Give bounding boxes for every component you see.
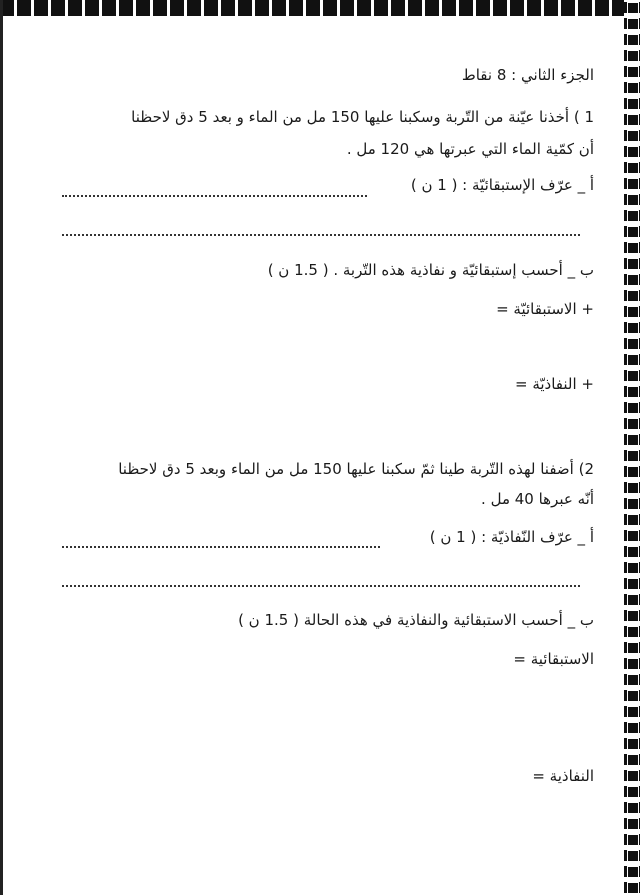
q2-a-answer-line-1 [62, 546, 380, 548]
q1-a-answer-line-2 [62, 234, 580, 236]
border-left [0, 0, 3, 895]
q2-b-prompt: ب _ أحسب الاستبقائية والنفاذية في هذه الحالة ( 1.5 ن ) [238, 611, 594, 629]
q2-permeability-label: النفاذية = [532, 767, 594, 785]
q1-a-prompt: أ _ عرّف الإستبقائيّة : ( 1 ن ) [410, 176, 594, 194]
worksheet-page [22, 0, 594, 895]
q2-a-prompt: أ _ عرّف النّفاذيّة : ( 1 ن ) [429, 528, 594, 546]
q2-statement-line2: أنّه عبرها 40 مل . [481, 490, 594, 508]
q1-statement-line2: أن كمّية الماء التي عبرتها هي 120 مل . [346, 140, 594, 158]
border-right [624, 0, 640, 895]
q1-statement-line1: 1 ) أخذنا عيّنة من التّربة وسكبنا عليها 150 مل من الماء و بعد 5 دق لاحظنا [131, 108, 594, 126]
q1-retention-label: + الاستبقائيّة = [496, 300, 594, 318]
part-title: الجزء الثاني : 8 نقاط [461, 66, 594, 84]
q2-retention-label: الاستبقائية = [513, 650, 594, 668]
q2-statement-line1: 2) أضفنا لهذه التّربة طينا ثمّ سكبنا عليها 150 مل من الماء وبعد 5 دق لاحظنا [118, 460, 594, 478]
q1-a-answer-line-1 [62, 195, 367, 197]
q2-a-answer-line-2 [62, 585, 580, 587]
q1-permeability-label: + النفاذيّة = [515, 375, 594, 393]
q1-b-prompt: ب _ أحسب إستبقائيّة و نفاذية هذه التّربة . ( 1.5 ن ) [267, 261, 594, 279]
